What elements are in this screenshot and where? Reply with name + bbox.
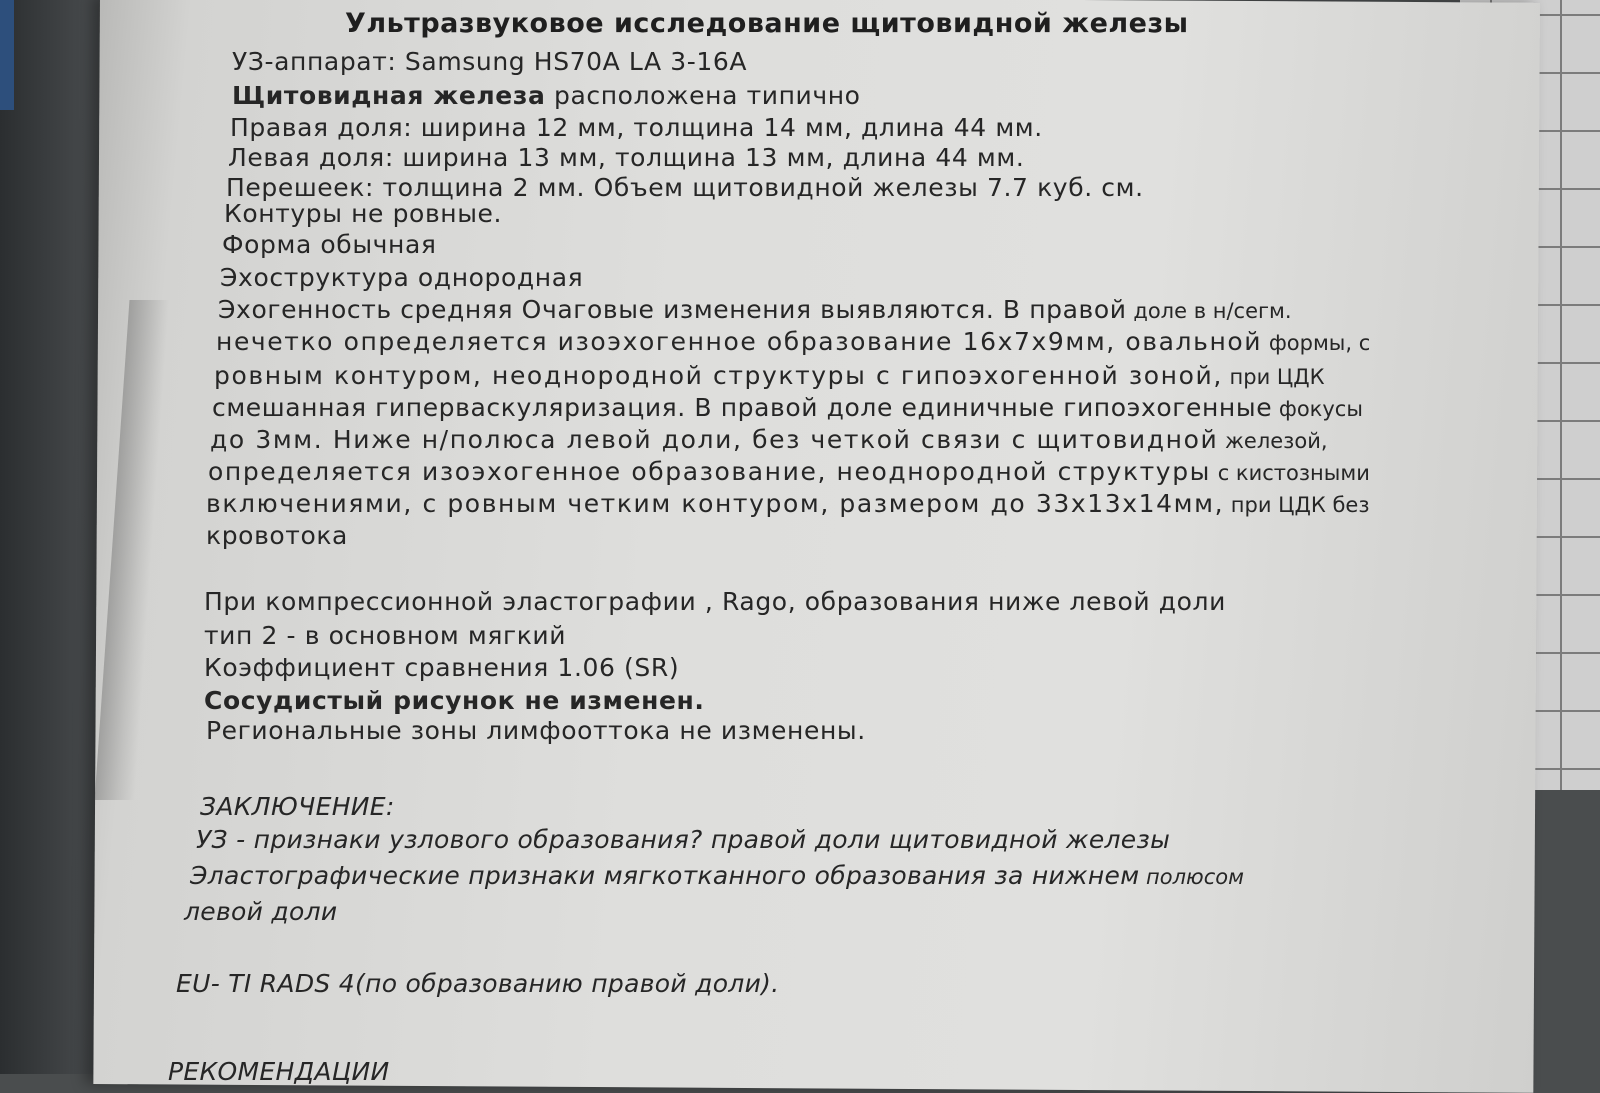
description-line-8: кровотока [206,521,348,550]
lymph-line: Региональные зоны лимфооттока не изменены. [206,716,866,745]
description-line-2 [216,326,1370,359]
description-line-4-text: смешанная гиперваскуляризация. В правой доле единичные гипоэхогенные [212,393,1273,422]
description-line-3-tail: при ЦДК [1222,365,1325,389]
description-line-4 [212,392,1363,425]
blue-folder-edge [0,0,14,110]
description-line-1-tail: доле в н/сегм. [1126,299,1292,323]
description-line-5-text: до 3мм. Ниже н/полюса левой доли, без четкой связи с щитовидной [210,425,1219,454]
device-line: УЗ-аппарат: Samsung HS70A LA 3-16A [232,47,748,76]
report-title: Ультразвуковое исследование щитовидной железы [345,8,1189,39]
elastography-line-2: тип 2 - в основном мягкий [204,621,567,650]
conclusion-line-1: УЗ - признаки узлового образования? правой доли щитовидной железы [196,825,1171,854]
shape-line: Форма обычная [222,230,437,259]
gland-label: Щитовидная железа [232,81,546,110]
vessels-line: Сосудистый рисунок не изменен. [204,686,705,715]
description-line-7 [206,488,1370,521]
isthmus-line: Перешеек: толщина 2 мм. Объем щитовидной железы 7.7 куб. см. [226,173,1144,202]
recommendations-heading-cut: РЕКОМЕНДАЦИИ [168,1057,390,1086]
right-lobe-line: Правая доля: ширина 12 мм, толщина 14 мм, длина 44 мм. [230,113,1043,142]
elastography-line-1: При компрессионной эластографии , Rago, образования ниже левой доли [204,587,1226,616]
description-line-7-tail: при ЦДК без [1224,493,1370,517]
tirads-line: EU- TI RADS 4(по образованию правой доли). [176,969,780,998]
description-line-7-text: включениями, с ровным четким контуром, размером до 33х13х14мм, [206,489,1225,518]
conclusion-heading: ЗАКЛЮЧЕНИЕ: [200,792,395,821]
conclusion-line-2 [190,860,1244,893]
description-line-6 [208,456,1370,489]
description-line-1 [218,294,1292,327]
description-line-5 [210,424,1328,457]
description-line-6-text: определяется изоэхогенное образование, неоднородной структуры [208,457,1212,486]
description-line-6-tail: с кистозными [1211,461,1370,485]
description-line-5-tail: железой, [1218,429,1328,453]
contours-line: Контуры не ровные. [224,199,503,228]
left-lobe-line: Левая доля: ширина 13 мм, толщина 13 мм, длина 44 мм. [228,143,1025,172]
description-line-1-text: Эхогенность средняя Очаговые изменения выявляются. В правой [218,295,1127,324]
description-line-4-tail: фокусы [1272,397,1363,421]
echostructure-line: Эхоструктура однородная [220,263,584,292]
description-line-3-text: ровным контуром, неоднородной структуры с гипоэхогенной зоной, [214,361,1223,390]
gland-position: расположена типично [545,81,861,110]
description-line-2-tail: формы, с [1262,331,1371,355]
description-line-3 [214,360,1325,393]
conclusion-line-2-text: Эластографические признаки мягкотканного образования за нижнем [190,861,1140,890]
description-line-2-text: нечетко определяется изоэхогенное образование 16х7х9мм, овальной [216,327,1263,356]
elastography-line-3: Коэффициент сравнения 1.06 (SR) [204,653,680,682]
conclusion-line-2-tail: полюсом [1139,865,1244,889]
gland-line [232,80,861,112]
conclusion-line-3: левой доли [184,897,338,926]
